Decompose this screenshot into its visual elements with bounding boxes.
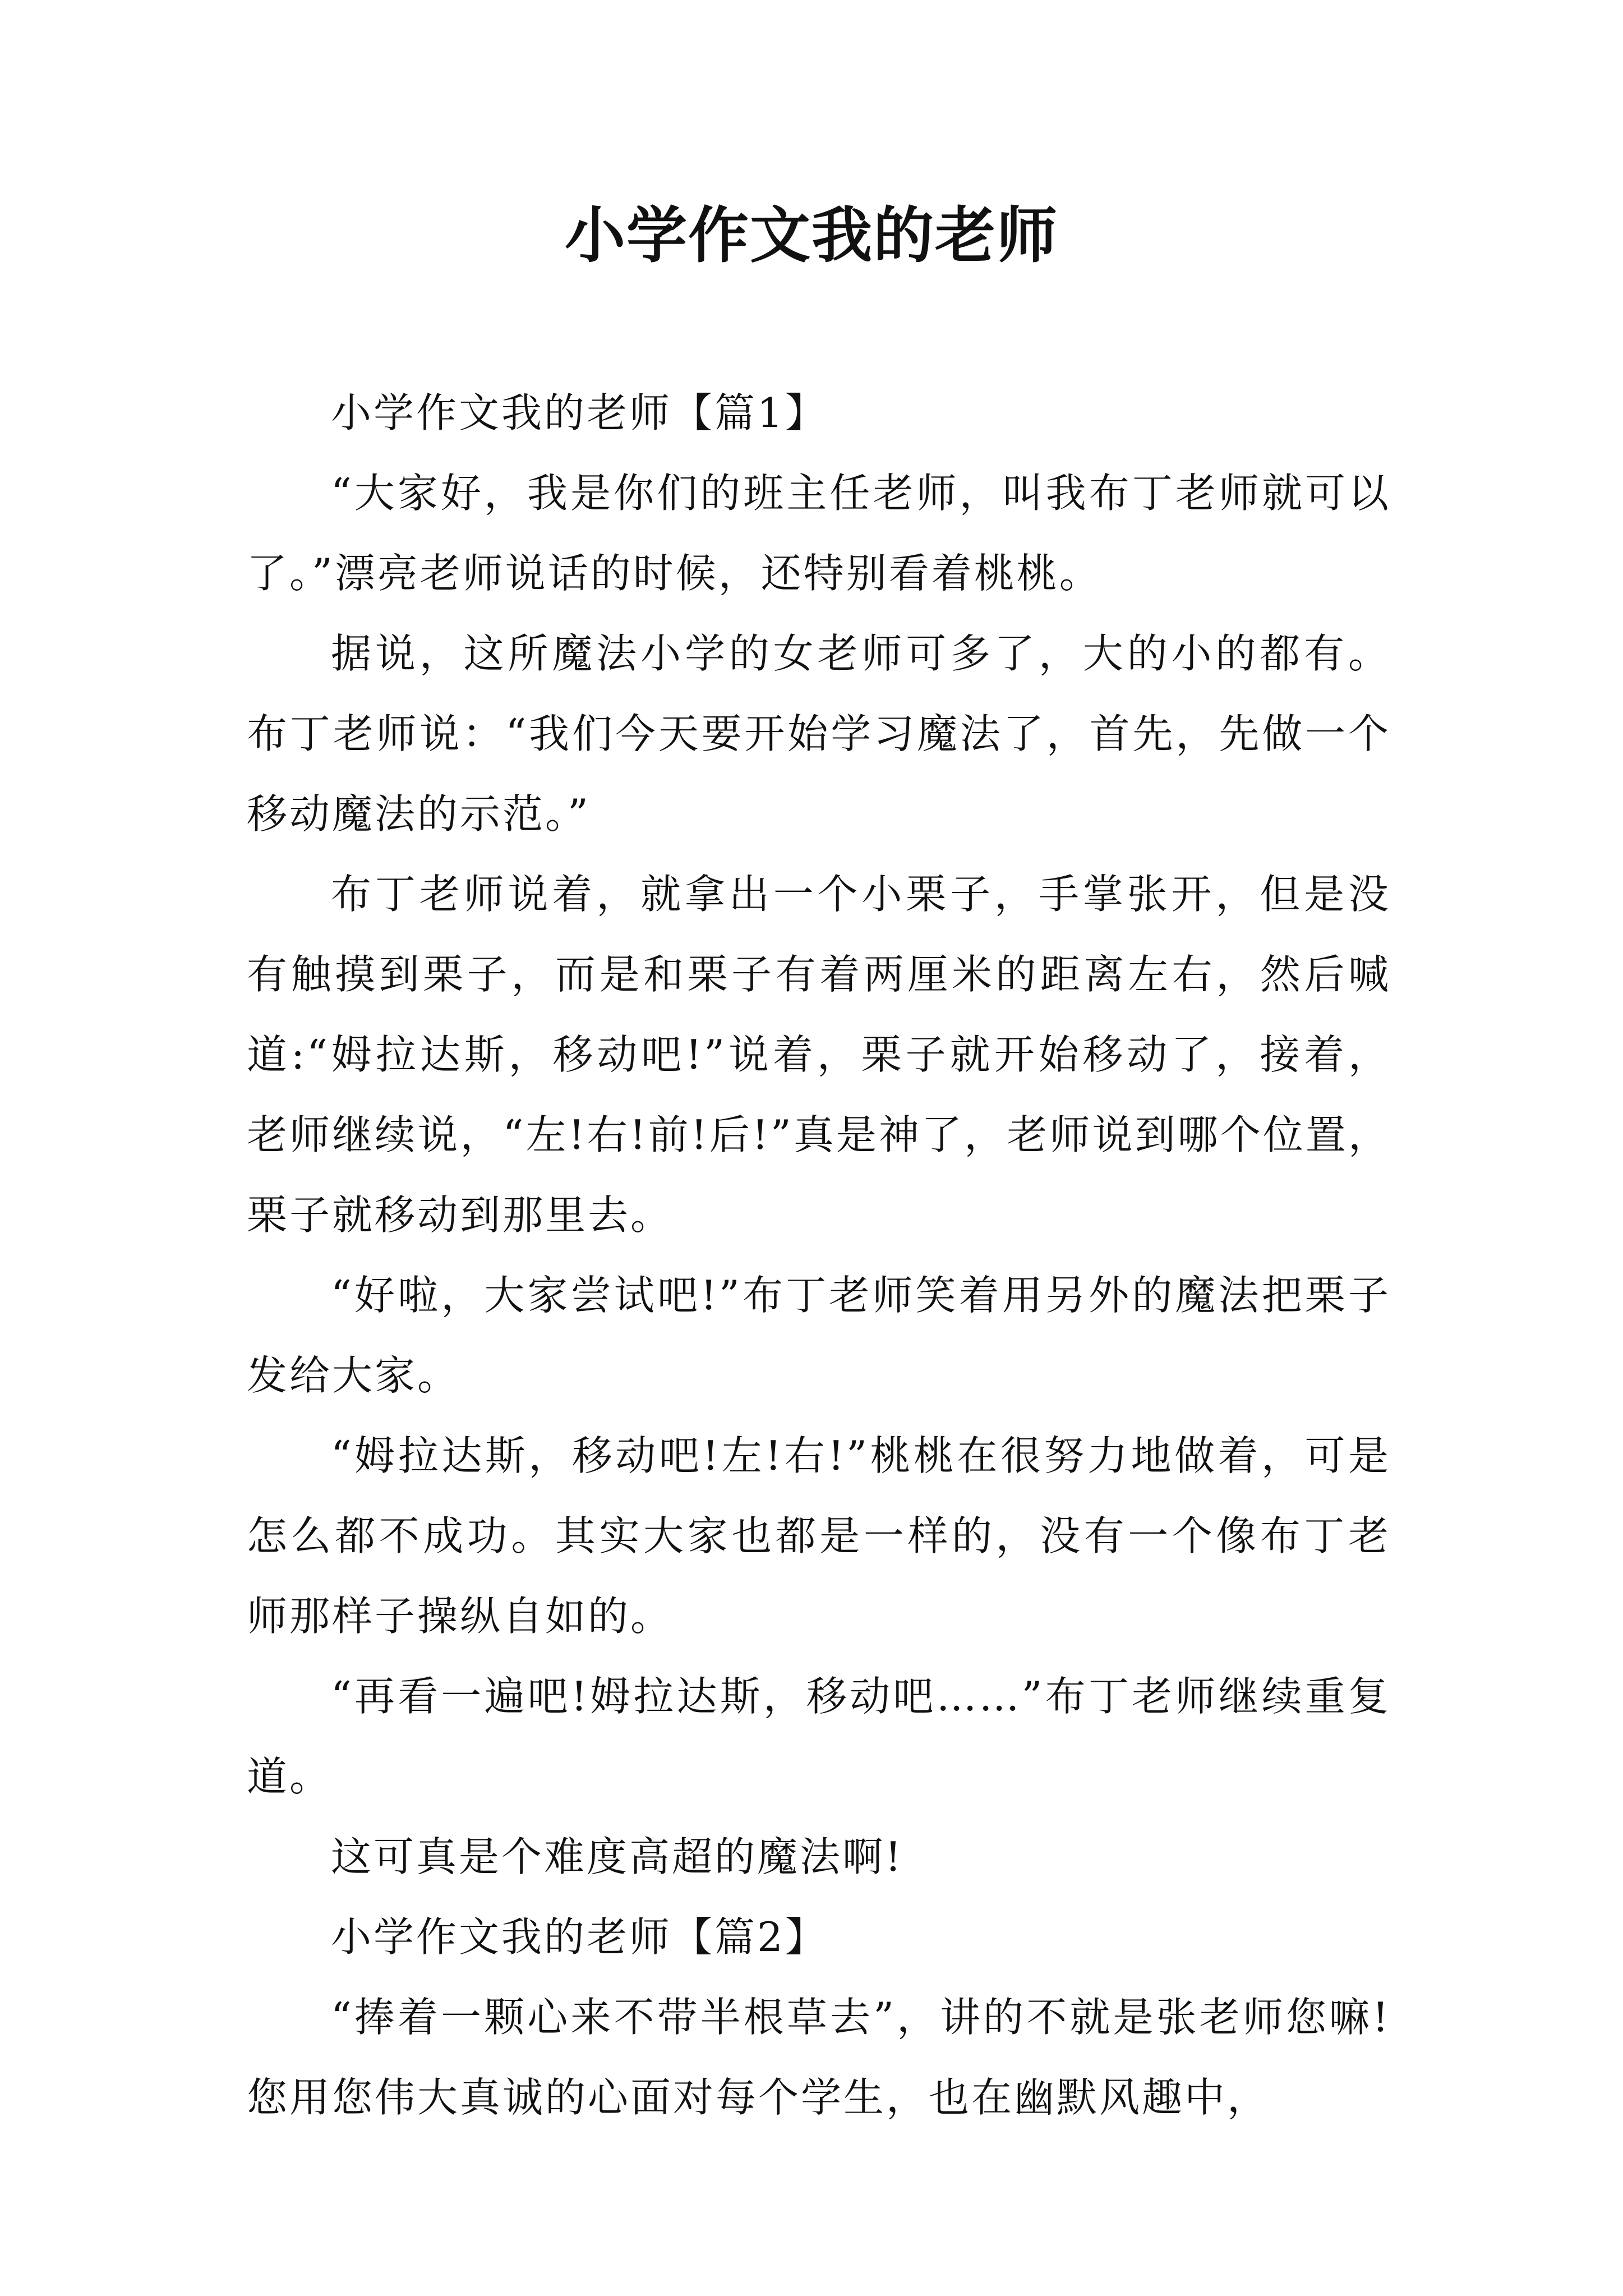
paragraph: “好啦，大家尝试吧!”布丁老师笑着用另外的魔法把栗子发给大家。 <box>247 1272 1391 1399</box>
document-body <box>247 373 1391 2138</box>
paragraph: 布丁老师说着，就拿出一个小栗子，手掌张开，但是没有触摸到栗子，而是和栗子有着两厘米的距离左右，然后喊道:“姆拉达斯，移动吧!”说着，栗子就开始移动了，接着，老师继续说，“左!右!前!后!”真是神了，老师说到哪个位置，栗子就移动到那里去。 <box>247 871 1391 1239</box>
paragraph: 这可真是个难度高超的魔法啊! <box>331 1833 903 1880</box>
document-title: 小学作文我的老师 <box>564 200 1058 271</box>
paragraph: 据说，这所魔法小学的女老师可多了，大的小的都有。布丁老师说：“我们今天要开始学习魔法了，首先，先做一个移动魔法的示范。” <box>247 630 1391 838</box>
paragraph: “姆拉达斯，移动吧!左!右!”桃桃在很努力地做着，可是怎么都不成功。其实大家也都是一样的，没有一个像布丁老师那样子操纵自如的。 <box>247 1432 1391 1640</box>
section-heading-2: 小学作文我的老师【篇2】 <box>331 1913 828 1961</box>
paragraph: “再看一遍吧!姆拉达斯，移动吧……”布丁老师继续重复道。 <box>247 1673 1391 1800</box>
paragraph: “捧着一颗心来不带半根草去”，讲的不就是张老师您嘛!您用您伟大真诚的心面对每个学生，也在幽默风趣中， <box>247 1994 1391 2121</box>
paragraph: “大家好，我是你们的班主任老师，叫我布丁老师就可以了。”漂亮老师说话的时候，还特别看着桃桃。 <box>247 470 1391 597</box>
section-heading-1: 小学作文我的老师【篇1】 <box>331 389 828 436</box>
